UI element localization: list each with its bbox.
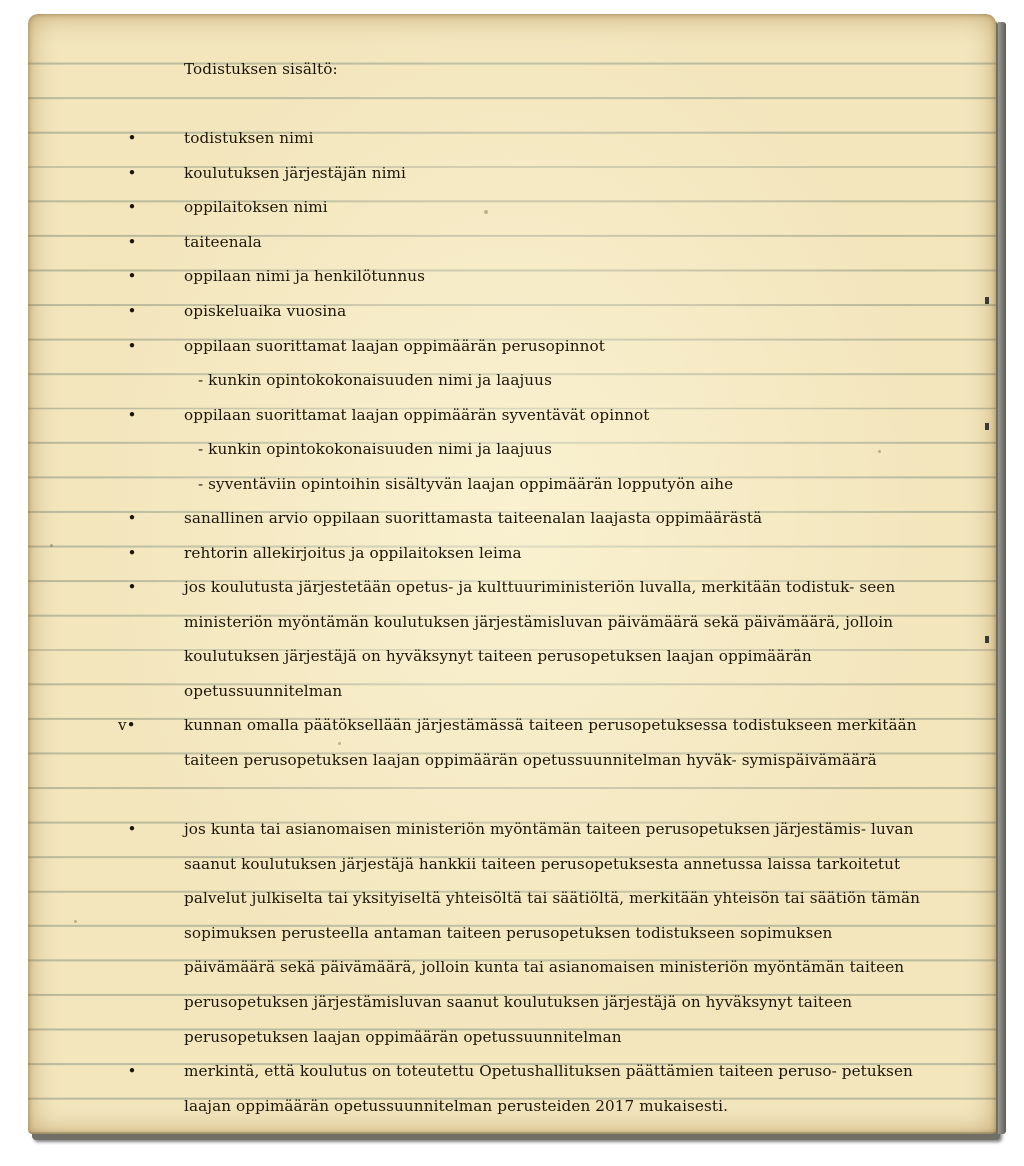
bullet-icon: • bbox=[127, 544, 137, 562]
list-item-text: kunnan omalla päätöksellään järjestämässä taiteen perusopetuksessa todistukseen merkitään taiteen perusopetuksen laajan oppimäärän opetussuunnitelman hyväk- symispäivämäärä bbox=[184, 716, 917, 769]
list-item-text: jos kunta tai asianomaisen ministeriön myöntämän taiteen perusopetuksen järjestämis- luvan saanut koulutuksen järjestäjä hankkii taiteen perusopetuksesta annetussa laissa tarkoitetut palvelut julkiselta tai yksityiseltä yhteisöltä tai säätiöltä, merkitään yhteisön tai säätiön tämän sopimuksen perusteella antaman taiteen perusopetuksen todistukseen sopimuksen päivämäärä sekä päivämäärä, jolloin kunta tai asianomaisen ministeriön myöntämän taiteen perusopetuksen järjestämisluvan saanut koulutuksen järjestäjä on hyväksynyt taiteen perusopetuksen laajan oppimäärän opetussuunnitelman bbox=[184, 820, 920, 1046]
list-item bbox=[127, 225, 924, 260]
list-item bbox=[127, 812, 924, 1054]
list-item-text: oppilaan suorittamat laajan oppimäärän syventävät opinnot bbox=[184, 406, 650, 424]
bullet-icon: • bbox=[127, 267, 137, 285]
list-item bbox=[127, 1054, 924, 1123]
list-item-text: oppilaan nimi ja henkilötunnus bbox=[184, 267, 425, 285]
list-item bbox=[118, 708, 924, 777]
list-item-text: oppilaan suorittamat laajan oppimäärän perusopinnot bbox=[184, 337, 605, 355]
sub-list-item: - syventäviin opintoihin sisältyvän laajan oppimäärän lopputyön aihe bbox=[198, 475, 734, 493]
bullet-icon: • bbox=[127, 578, 137, 596]
list-item bbox=[127, 121, 924, 156]
bullet-icon: • bbox=[127, 233, 137, 251]
list-item bbox=[127, 294, 924, 329]
list-item bbox=[127, 501, 924, 536]
bullet-icon: • bbox=[127, 164, 137, 182]
list-item bbox=[127, 536, 924, 571]
bullet-icon: • bbox=[127, 820, 137, 838]
bullet-icon: • bbox=[127, 129, 137, 147]
list-item-text: rehtorin allekirjoitus ja oppilaitoksen leima bbox=[184, 544, 522, 562]
bullet-icon: • bbox=[127, 406, 137, 424]
list-item-text: taiteenala bbox=[184, 233, 262, 251]
list-item bbox=[127, 570, 924, 708]
list-item-text: todistuksen nimi bbox=[184, 129, 314, 147]
list-item-text: oppilaitoksen nimi bbox=[184, 198, 328, 216]
list-item-text: jos koulutusta järjestetään opetus- ja kulttuuriministeriön luvalla, merkitään todistuk- seen ministeriön myöntämän koulutuksen järjestämisluvan päivämäärä sekä päivämäärä, jolloin koulutuksen järjestäjä on hyväksynyt taiteen perusopetuksen laajan oppimäärän opetussuunnitelman bbox=[184, 578, 896, 700]
list-item-text: merkintä, että koulutus on toteutettu Opetushallituksen päättämien taiteen peruso- petuksen laajan oppimäärän opetussuunnitelman perusteiden 2017 mukaisesti. bbox=[184, 1062, 913, 1115]
bullet-icon: • bbox=[127, 337, 137, 355]
bullet-icon: • bbox=[127, 198, 137, 216]
list-item bbox=[127, 156, 924, 191]
list-item-text: opiskeluaika vuosina bbox=[184, 302, 347, 320]
list-item bbox=[127, 259, 924, 294]
bullet-icon: • bbox=[127, 302, 137, 320]
list-item bbox=[127, 398, 924, 433]
sub-list-item: - kunkin opintokokonaisuuden nimi ja laajuus bbox=[198, 440, 552, 458]
v-checkmark-icon: v• bbox=[118, 716, 136, 734]
list-item-text: sanallinen arvio oppilaan suorittamasta taiteenalan laajasta oppimäärästä bbox=[184, 509, 763, 527]
sub-list-item: - kunkin opintokokonaisuuden nimi ja laajuus bbox=[198, 371, 552, 389]
page-title: Todistuksen sisältö: bbox=[184, 60, 338, 78]
list-item-text: koulutuksen järjestäjän nimi bbox=[184, 164, 406, 182]
bullet-icon: • bbox=[127, 1062, 137, 1080]
list-item bbox=[127, 329, 924, 364]
bullet-icon: • bbox=[127, 509, 137, 527]
list-item bbox=[127, 190, 924, 225]
